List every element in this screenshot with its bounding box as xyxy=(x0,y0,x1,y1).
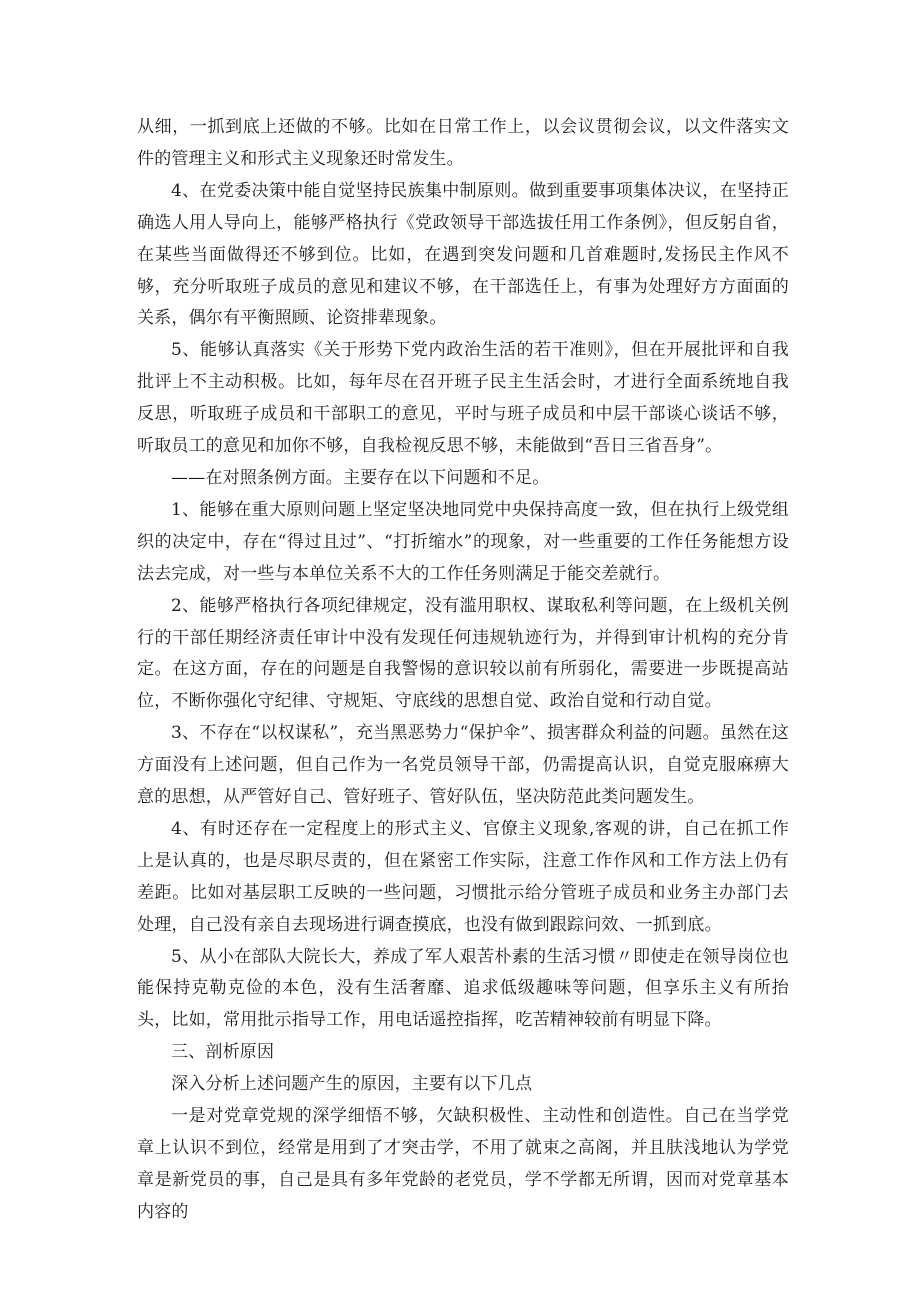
analysis-intro: 深入分析上述问题产生的原因，主要有以下几点 xyxy=(171,1074,533,1095)
paragraph-item-4-formalism: 4、有时还存在一定程度上的形式主义、官僚主义现象,客观的讲，自己在抓工作上是认真的，也是尽职尽责的，但在紧密工作实际，注意工作作风和工作方法上仍有差距。比如对基层职工反映的一些问题，习惯批示给分管班子成员和业务主办部门去处理，自己没有亲自去现场进行调查摸底，也没有做到跟踪问效、一抓到底。 xyxy=(137,818,789,935)
paragraph-item-5-lifestyle: 5、从小在部队大院长大，养成了军人艰苦朴素的生活习惯〃即使走在领导岗位也能保持克勒克俭的本色，没有生活奢靡、追求低级趣味等问题，但享乐主义有所抬头，比如，常用批示指导工作，用电话遥控指挥，吃苦精神较前有明显下降。 xyxy=(137,946,789,1031)
section-heading-analysis: 三、剖析原因 xyxy=(171,1042,275,1063)
paragraph-continuation: 从细，一抓到底上还做的不够。比如在日常工作上，以会议贯彻会议，以文件落实文件的管理主义和形式主义现象还时常发生。 xyxy=(137,117,789,169)
paragraph-item-2-discipline: 2、能够严格执行各项纪律规定，没有滥用职权、谋取私利等问题，在上级机关例行的干部任期经济责任审计中没有发现任何违规轨迹行为，并得到审计机构的充分肯定。在这方面，存在的问题是自我警惕的意识较以前有所弱化，需要进一步既提高站位，不断你强化守纪律、守规矩、守底线的思想自觉、政治自觉和行动自觉。 xyxy=(137,595,789,712)
paragraph-reason-one: 一是对党章党规的深学细悟不够，欠缺积极性、主动性和创造性。自己在当学党章上认识不到位，经常是用到了才突击学，不用了就束之高阁，并且肤浅地认为学党章是新党员的事，自己是具有多年党龄的老党员，学不学都无所谓，因而对党章基本内容的 xyxy=(137,1106,789,1222)
paragraph-item-5-criticism: 5、能够认真落实《关于形势下党内政治生活的若干准则》，但在开展批评和自我批评上不主动积极。比如，每年尽在召开班子民主生活会时，才进行全面系统地自我反思，听取班子成员和干部职工的意见，平时与班子成员和中层干部谈心谈话不够，听取员工的意见和加你不够，自我检视反思不够，未能做到“吾日三省吾身”。 xyxy=(137,340,789,457)
document-body xyxy=(137,112,789,1229)
paragraph-item-3-integrity: 3、不存在“以权谋私”，充当黑恶势力“保护伞”、损害群众利益的问题。虽然在这方面没有上述问题，但自己作为一名党员领导干部，仍需提高认识，自觉克服麻痹大意的思想，从严管好自己、管好班子、管好队伍，坚决防范此类问题发生。 xyxy=(137,723,789,808)
paragraph-item-4-decision-making: 4、在党委决策中能自觉坚持民族集中制原则。做到重要事项集体决议，在坚持正确选人用人导向上，能够严格执行《党政领导干部选拔任用工作条例》，但反躬自省，在某些当面做得还不够到位。比如，在遇到突发问题和几首难题时,发扬民主作风不够，充分听取班子成员的意见和建议不够，在干部选任上，有事为处理好方方面面的关系，偶尔有平衡照顾、论资排辈现象。 xyxy=(137,180,789,329)
section-intro-regulations: ——在对照条例方面。主要存在以下问题和不足。 xyxy=(171,467,550,488)
paragraph-item-1-alignment: 1、能够在重大原则问题上坚定坚决地同党中央保持高度一致，但在执行上级党组织的决定中，存在“得过且过”、“打折缩水”的现象，对一些重要的工作任务能想方设法去完成，对一些与本单位关系不大的工作任务则满足于能交差就行。 xyxy=(137,499,789,584)
